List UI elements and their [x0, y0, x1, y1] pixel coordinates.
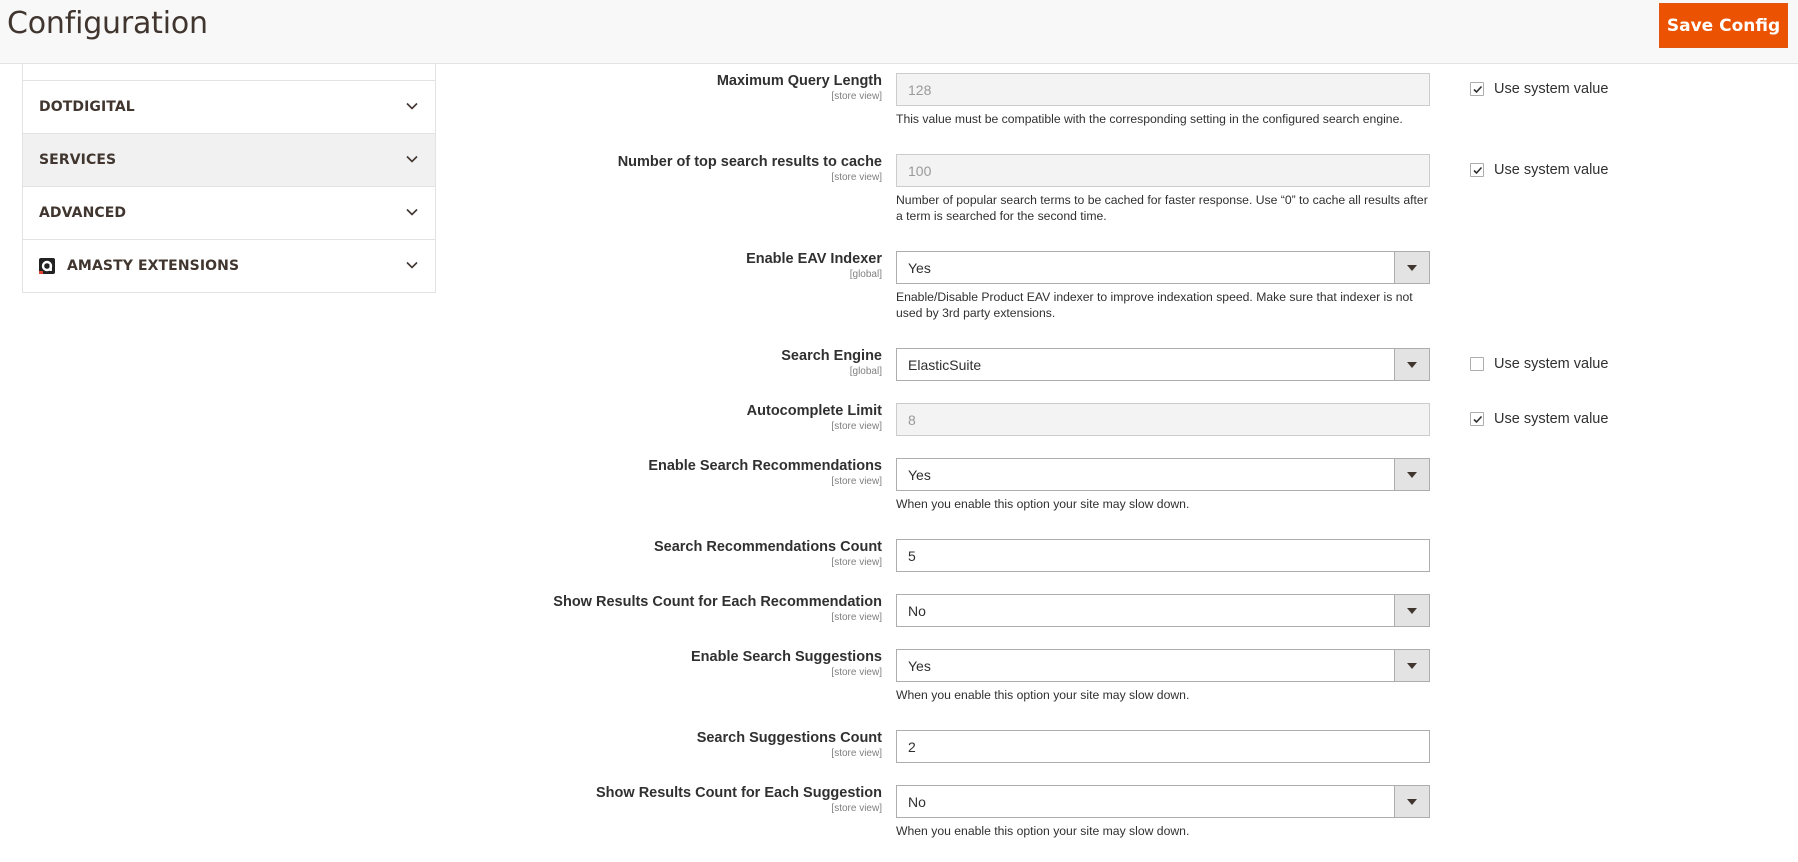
show-results-count-recommendation-select[interactable]: [896, 594, 1430, 627]
select-arrow[interactable]: [1394, 252, 1429, 283]
field-value: 5: [908, 547, 916, 564]
select-value: Yes: [908, 259, 931, 276]
field-value: 8: [908, 411, 916, 428]
sidebar-item-label: SERVICES: [39, 152, 117, 168]
caret-down-icon: [1407, 799, 1417, 805]
field-label: Show Results Count for Each Suggestion: [596, 785, 882, 801]
select-value: No: [908, 602, 926, 619]
caret-down-icon: [1407, 663, 1417, 669]
caret-down-icon: [1407, 608, 1417, 614]
field-scope: [store view]: [831, 557, 882, 568]
checkbox-checked[interactable]: [1470, 163, 1484, 177]
field-scope: [store view]: [831, 612, 882, 623]
check-icon: [1472, 414, 1483, 425]
top-search-results-cache-input[interactable]: [896, 154, 1430, 187]
autocomplete-limit-input[interactable]: [896, 403, 1430, 436]
select-arrow[interactable]: [1394, 650, 1429, 681]
sidebar-item-label: ADVANCED: [39, 205, 127, 221]
check-icon: [1472, 165, 1483, 176]
sidebar-item-dotdigital[interactable]: [22, 81, 436, 134]
sidebar-item-services[interactable]: [22, 134, 436, 187]
field-scope: [store view]: [831, 476, 882, 487]
save-config-button[interactable]: Save Config: [1659, 3, 1788, 48]
chevron-down-icon: [405, 99, 419, 113]
checkbox-checked[interactable]: [1470, 82, 1484, 96]
enable-search-suggestions-select[interactable]: [896, 649, 1430, 682]
select-value: No: [908, 793, 926, 810]
enable-search-recommendations-select[interactable]: [896, 458, 1430, 491]
field-label: Search Recommendations Count: [653, 539, 882, 555]
search-suggestions-count-input[interactable]: [896, 730, 1430, 763]
page-title: Configuration: [7, 6, 208, 41]
field-scope: [store view]: [831, 91, 882, 102]
check-icon: [1472, 84, 1483, 95]
use-system-value-label: Use system value: [1494, 81, 1609, 97]
field-label: Show Results Count for Each Recommendation: [553, 594, 882, 610]
select-arrow[interactable]: [1394, 786, 1429, 817]
checkbox-unchecked[interactable]: [1470, 357, 1484, 371]
chevron-down-icon: [405, 205, 419, 219]
use-system-value-label: Use system value: [1494, 162, 1609, 178]
sidebar-item-label: DOTDIGITAL: [39, 99, 135, 115]
search-recommendations-count-input[interactable]: [896, 539, 1430, 572]
show-results-count-suggestion-select[interactable]: [896, 785, 1430, 818]
select-value: Yes: [908, 466, 931, 483]
config-sidebar: [22, 64, 436, 293]
field-value: 100: [908, 162, 932, 179]
sidebar-item-amasty-extensions[interactable]: [22, 240, 436, 293]
field-scope: [global]: [849, 366, 882, 377]
field-note: Enable/Disable Product EAV indexer to improve indexation speed. Make sure that indexer is not used by 3rd party extensions.: [896, 290, 1413, 320]
field-note: Number of popular search terms to be cached for faster response. Use “0” to cache all results after a term is searched for the second time.: [896, 193, 1428, 223]
amasty-logo-icon: [39, 258, 55, 274]
field-label: Enable EAV Indexer: [746, 251, 882, 267]
field-label: Enable Search Recommendations: [648, 458, 882, 474]
field-scope: [store view]: [831, 667, 882, 678]
field-value: 2: [908, 738, 916, 755]
sidebar-collapsed-section: [22, 64, 436, 81]
checkbox-checked[interactable]: [1470, 412, 1484, 426]
select-arrow[interactable]: [1394, 349, 1429, 380]
sidebar-item-label: AMASTY EXTENSIONS: [67, 258, 240, 274]
field-scope: [store view]: [831, 803, 882, 814]
field-label: Search Suggestions Count: [696, 730, 882, 746]
use-system-value-checkbox[interactable]: [1470, 162, 1608, 178]
sidebar-item-advanced[interactable]: [22, 187, 436, 240]
field-label: Autocomplete Limit: [746, 403, 882, 419]
caret-down-icon: [1407, 472, 1417, 478]
field-scope: [store view]: [831, 748, 882, 759]
field-note: When you enable this option your site may slow down.: [896, 824, 1190, 838]
select-value: ElasticSuite: [908, 356, 982, 373]
use-system-value-checkbox[interactable]: [1470, 81, 1608, 97]
page-header: [0, 0, 1798, 64]
use-system-value-checkbox[interactable]: [1470, 356, 1608, 372]
chevron-down-icon: [405, 258, 419, 272]
select-value: Yes: [908, 657, 931, 674]
field-note: When you enable this option your site may slow down.: [896, 688, 1190, 702]
select-arrow[interactable]: [1394, 459, 1429, 490]
use-system-value-label: Use system value: [1494, 356, 1609, 372]
field-label: Number of top search results to cache: [617, 154, 882, 170]
field-note: When you enable this option your site may slow down.: [896, 497, 1190, 511]
maximum-query-length-input[interactable]: [896, 73, 1430, 106]
field-label: Enable Search Suggestions: [691, 649, 882, 665]
field-scope: [store view]: [831, 421, 882, 432]
field-value: 128: [908, 81, 932, 98]
search-engine-select[interactable]: [896, 348, 1430, 381]
chevron-down-icon: [405, 152, 419, 166]
use-system-value-checkbox[interactable]: [1470, 411, 1608, 427]
field-scope: [store view]: [831, 172, 882, 183]
field-label: Maximum Query Length: [716, 73, 882, 89]
enable-eav-indexer-select[interactable]: [896, 251, 1430, 284]
caret-down-icon: [1407, 362, 1417, 368]
caret-down-icon: [1407, 265, 1417, 271]
field-note: This value must be compatible with the corresponding setting in the configured search engine.: [896, 112, 1403, 126]
use-system-value-label: Use system value: [1494, 411, 1609, 427]
select-arrow[interactable]: [1394, 595, 1429, 626]
field-scope: [global]: [849, 269, 882, 280]
field-label: Search Engine: [781, 348, 882, 364]
